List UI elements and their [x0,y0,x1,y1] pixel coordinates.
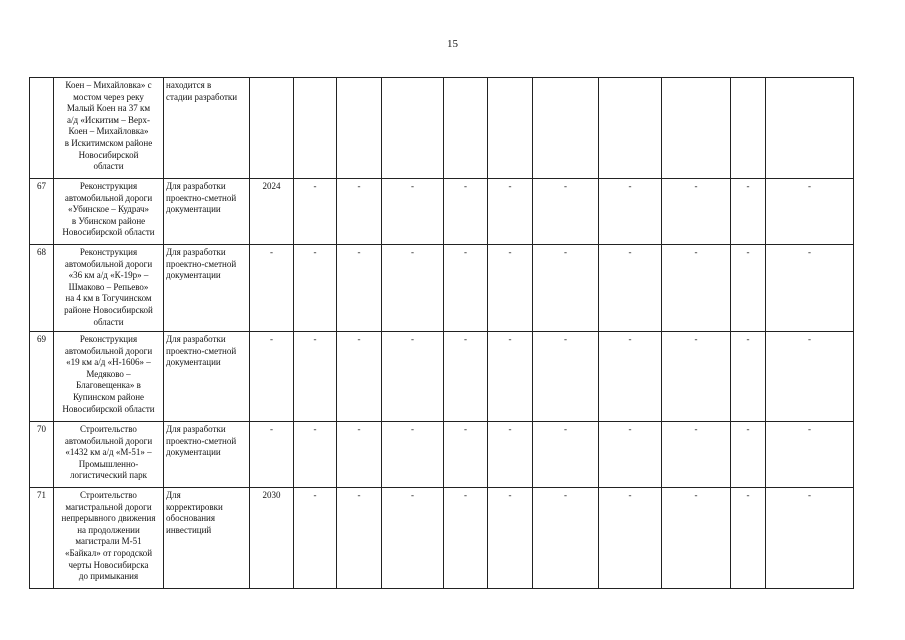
value-cell: - [662,422,731,488]
value-cell: - [599,179,662,245]
value-cell: - [533,488,599,589]
value-cell: - [766,245,854,332]
row-number: 71 [30,488,54,589]
value-cell [662,78,731,179]
value-cell: - [731,488,766,589]
value-cell: - [294,422,337,488]
value-cell: - [766,332,854,422]
year-cell: - [250,332,294,422]
purpose-cell: Для разработки проектно-сметной документации [164,422,250,488]
value-cell [599,78,662,179]
value-cell: - [662,245,731,332]
value-cell: - [337,332,382,422]
object-name: Строительство магистральной дороги непрерывного движения на продолжении магистрали М-51 «Байкал» от городской черты Новосибирска до примыкания [54,488,164,589]
value-cell: - [766,179,854,245]
purpose-cell: Для разработки проектно-сметной документации [164,245,250,332]
table-row [30,332,854,422]
value-cell: - [382,245,444,332]
value-cell: - [766,488,854,589]
purpose-cell: Для разработки проектно-сметной документации [164,332,250,422]
value-cell: - [731,179,766,245]
value-cell: - [731,422,766,488]
value-cell: - [337,422,382,488]
object-name: Реконструкция автомобильной дороги «Убинское – Кудрач» в Убинском районе Новосибирской области [54,179,164,245]
value-cell: - [533,332,599,422]
value-cell: - [337,179,382,245]
object-name: Коен – Михайловка» с мостом через реку Малый Коен на 37 км а/д «Искитим – Верх- Коен – Михайловка» в Искитимском районе Новосибирской области [54,78,164,179]
value-cell: - [382,332,444,422]
table-row [30,78,854,179]
purpose-cell: Для корректировки обоснования инвестиций [164,488,250,589]
year-cell: - [250,422,294,488]
value-cell: - [444,179,488,245]
table-row [30,245,854,332]
value-cell: - [488,245,533,332]
value-cell: - [444,488,488,589]
value-cell [337,78,382,179]
value-cell: - [382,179,444,245]
value-cell [382,78,444,179]
value-cell [766,78,854,179]
value-cell: - [382,422,444,488]
table-row [30,422,854,488]
value-cell: - [294,179,337,245]
value-cell: - [382,488,444,589]
value-cell: - [662,488,731,589]
value-cell [250,78,294,179]
value-cell: - [599,245,662,332]
value-cell: - [294,245,337,332]
value-cell: - [662,179,731,245]
value-cell: - [599,422,662,488]
value-cell: - [488,488,533,589]
purpose-cell: Для разработки проектно-сметной документации [164,179,250,245]
value-cell: - [766,422,854,488]
value-cell [488,78,533,179]
value-cell: - [533,422,599,488]
row-number: 68 [30,245,54,332]
value-cell: - [444,332,488,422]
year-cell: 2024 [250,179,294,245]
value-cell [731,78,766,179]
row-number [30,78,54,179]
object-name: Реконструкция автомобильной дороги «19 км а/д «Н-1606» – Медяково – Благовещенка» в Купинском районе Новосибирской области [54,332,164,422]
object-name: Реконструкция автомобильной дороги «36 км а/д «К-19р» – Шмаково – Репьево» на 4 км в Тогучинском районе Новосибирской области [54,245,164,332]
value-cell: - [337,488,382,589]
row-number: 67 [30,179,54,245]
page-number: 15 [447,38,458,50]
value-cell: - [444,245,488,332]
value-cell: - [294,488,337,589]
value-cell: - [337,245,382,332]
value-cell: - [533,245,599,332]
object-name: Строительство автомобильной дороги «1432 км а/д «М-51» – Промышленно- логистический парк [54,422,164,488]
value-cell: - [444,422,488,488]
row-number: 70 [30,422,54,488]
table-row [30,488,854,589]
value-cell: - [533,179,599,245]
value-cell: - [599,332,662,422]
value-cell: - [599,488,662,589]
value-cell: - [488,179,533,245]
value-cell [533,78,599,179]
value-cell: - [294,332,337,422]
value-cell [294,78,337,179]
year-cell: 2030 [250,488,294,589]
value-cell: - [731,332,766,422]
value-cell: - [731,245,766,332]
value-cell: - [662,332,731,422]
projects-table [29,77,854,589]
value-cell: - [488,422,533,488]
year-cell: - [250,245,294,332]
row-number: 69 [30,332,54,422]
purpose-cell: находится в стадии разработки [164,78,250,179]
value-cell: - [488,332,533,422]
value-cell [444,78,488,179]
table-row [30,179,854,245]
